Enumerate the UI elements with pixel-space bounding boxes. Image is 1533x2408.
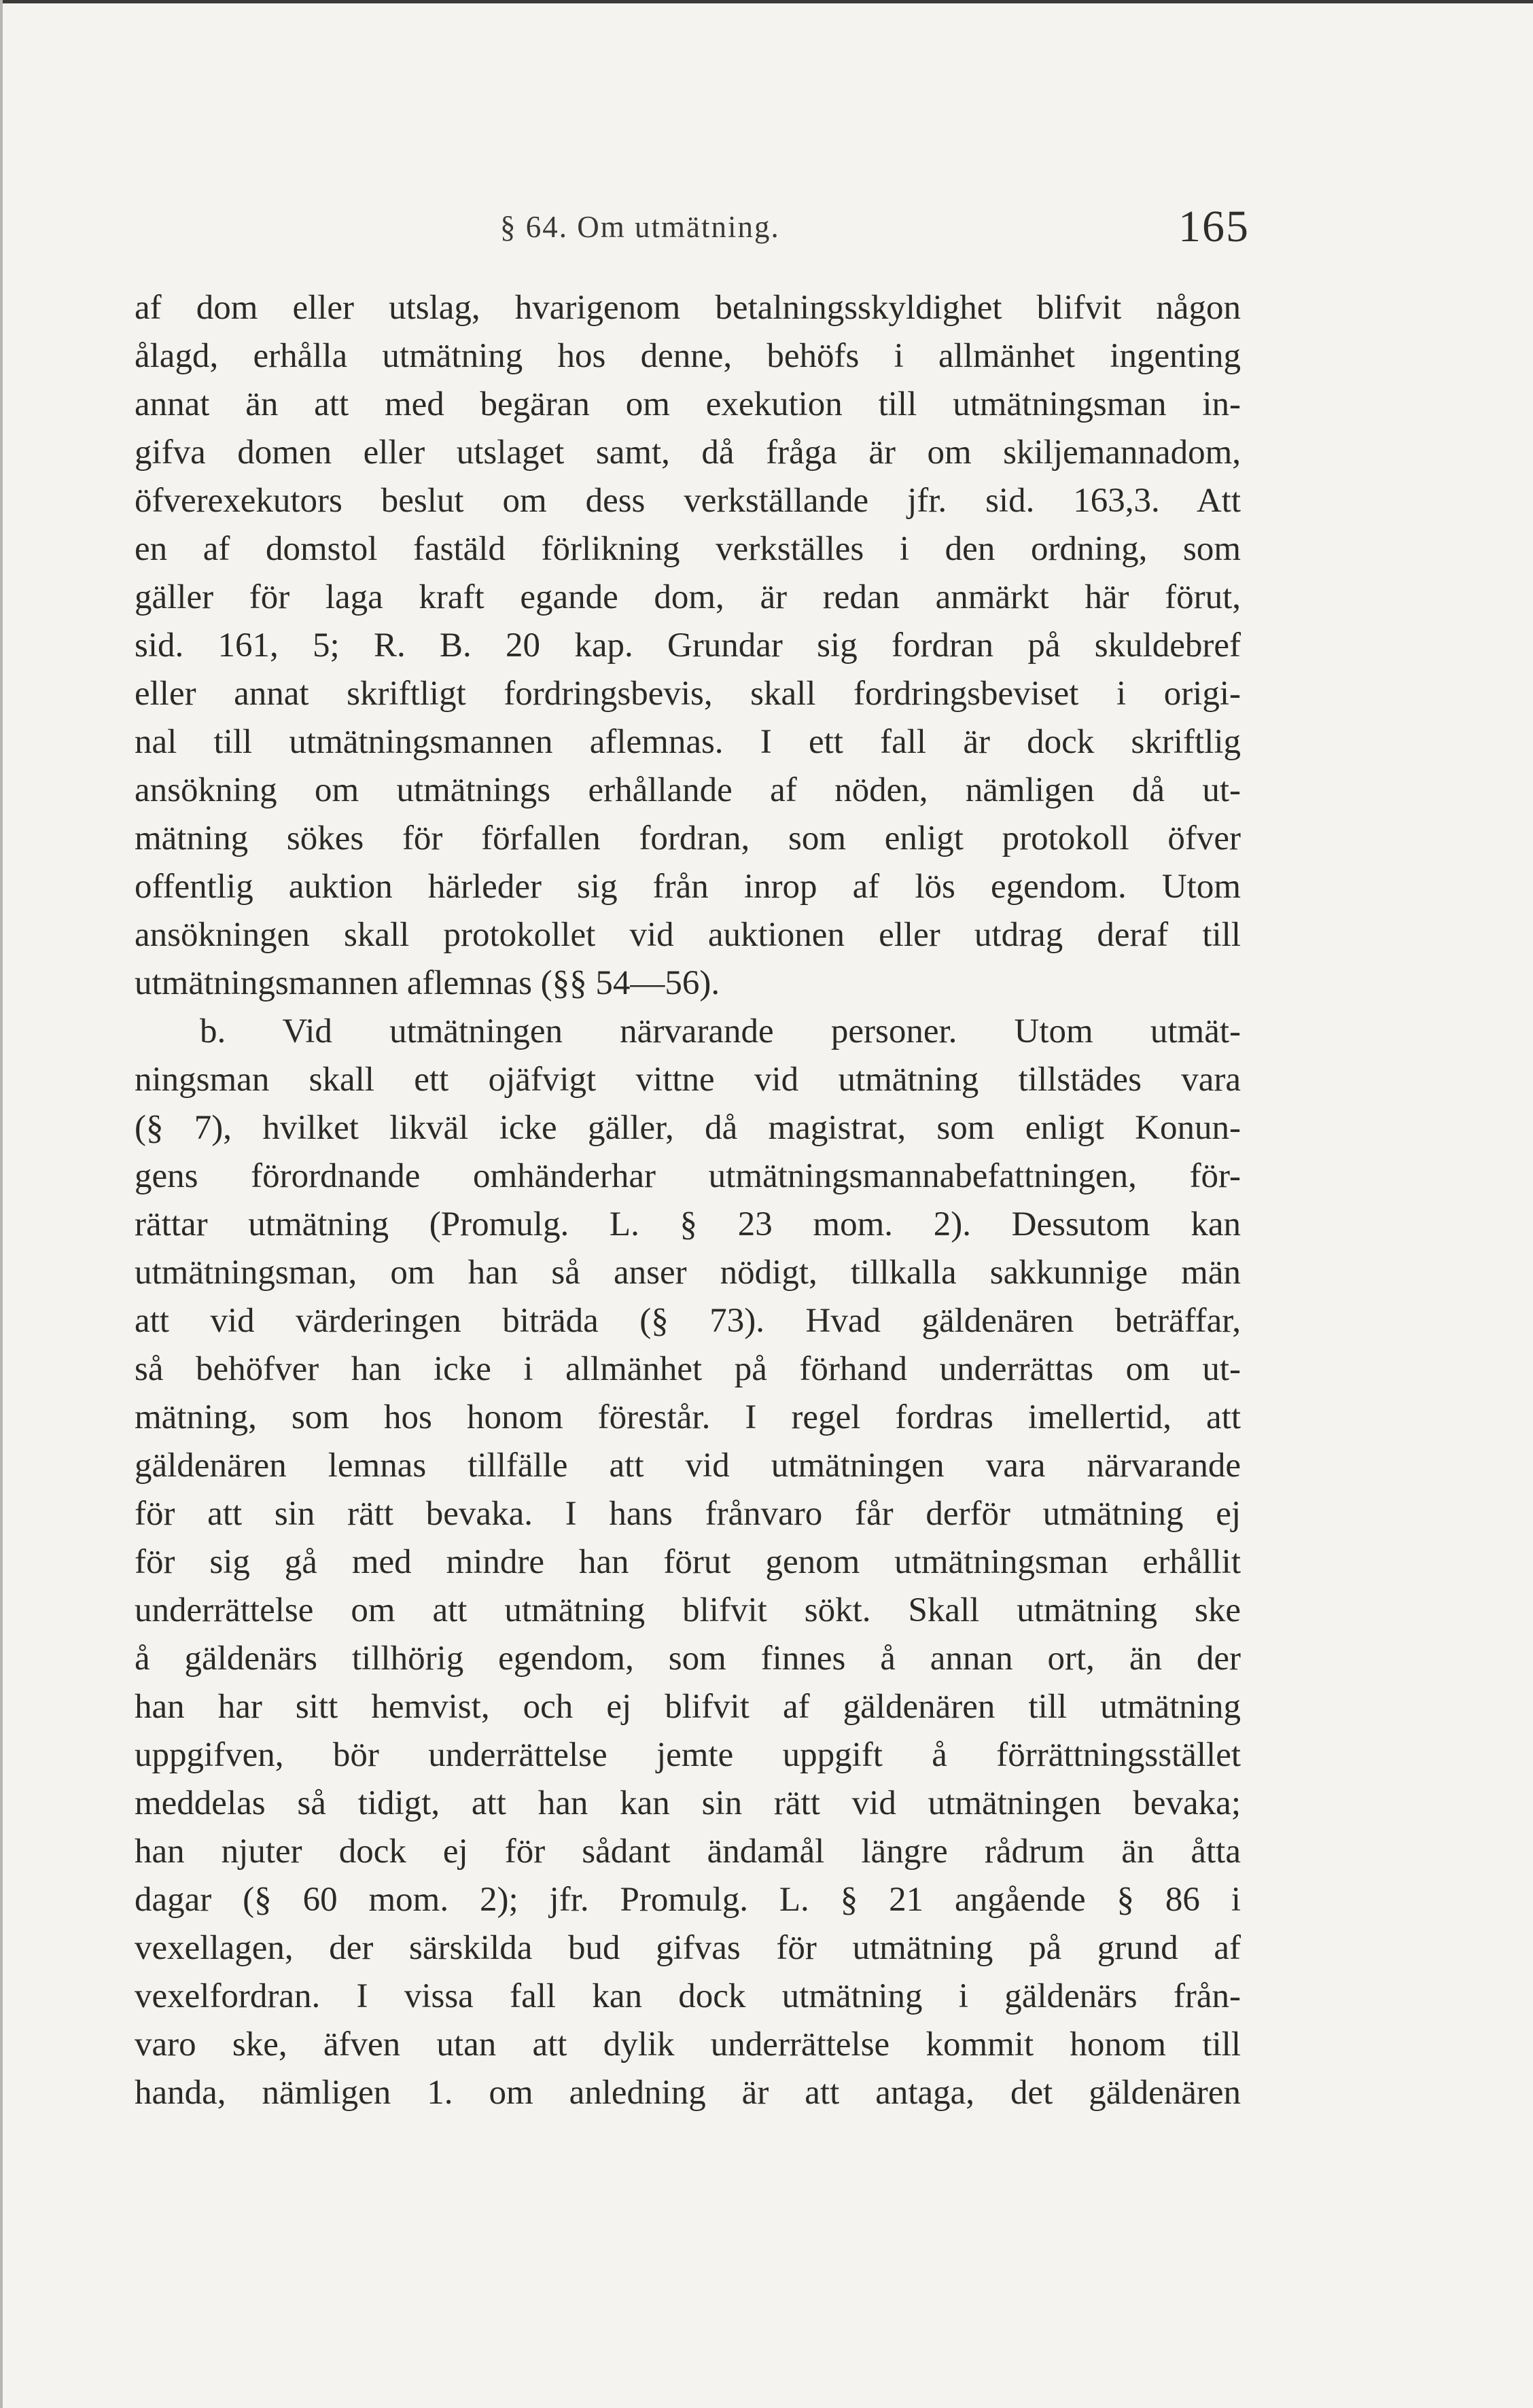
text-line: annat än att med begäran om exekution till utmätningsman in- (135, 385, 1241, 423)
text-line: vexellagen, der särskilda bud gifvas för utmätning på grund af (135, 1929, 1241, 1967)
running-head (0, 201, 1533, 255)
page-left-edge (0, 0, 3, 2408)
text-line: ningsman skall ett ojäfvigt vittne vid utmätning tillstädes vara (135, 1061, 1241, 1099)
section-title: § 64. Om utmätning. (500, 210, 780, 244)
text-line: mätning sökes för förfallen fordran, som enligt protokoll öfver (135, 819, 1241, 857)
text-line: mätning, som hos honom förestår. I regel fordras imellertid, att (135, 1398, 1241, 1436)
text-line: rättar utmätning (Promulg. L. § 23 mom. 2). Dessutom kan (135, 1205, 1241, 1243)
text-line: uppgifven, bör underrättelse jemte uppgift å förrättningsstället (135, 1736, 1241, 1774)
text-line: ansökningen skall protokollet vid auktionen eller utdrag deraf till (135, 916, 1241, 954)
text-line: eller annat skriftligt fordringsbevis, skall fordringsbeviset i origi- (135, 675, 1241, 713)
text-line: dagar (§ 60 mom. 2); jfr. Promulg. L. § 21 angående § 86 i (135, 1881, 1241, 1919)
text-line: sid. 161, 5; R. B. 20 kap. Grundar sig fordran på skuldebref (135, 626, 1241, 665)
body-text (135, 284, 1241, 2117)
text-line: offentlig auktion härleder sig från inrop af lös egendom. Utom (135, 868, 1241, 906)
paragraph-end-line: utmätningsmannen aflemnas (§§ 54—56). (135, 964, 720, 1002)
text-line: meddelas så tidigt, att han kan sin rätt vid utmätningen bevaka; (135, 1784, 1241, 1822)
text-line: å gäldenärs tillhörig egendom, som finnes å annan ort, än der (135, 1640, 1241, 1678)
text-line: underrättelse om att utmätning blifvit sökt. Skall utmätning ske (135, 1591, 1241, 1629)
text-line: öfverexekutors beslut om dess verkställande jfr. sid. 163,3. Att (135, 482, 1241, 520)
text-line: gäller för laga kraft egande dom, är redan anmärkt här förut, (135, 578, 1241, 616)
page-top-edge (0, 0, 1533, 3)
subsection-heading-line: b. Vid utmätningen närvarande personer. Utom utmät- (200, 1012, 1241, 1050)
text-line: gens förordnande omhänderhar utmätningsmannabefattningen, för- (135, 1157, 1241, 1195)
text-line: ålagd, erhålla utmätning hos denne, behöfs i allmänhet ingenting (135, 337, 1241, 375)
text-line: utmätningsman, om han så anser nödigt, tillkalla sakkunnige män (135, 1254, 1241, 1292)
text-line: för sig gå med mindre han förut genom utmätningsman erhållit (135, 1543, 1241, 1581)
text-line: gifva domen eller utslaget samt, då fråga är om skiljemannadom, (135, 433, 1241, 472)
text-line: vexelfordran. I vissa fall kan dock utmätning i gäldenärs från- (135, 1977, 1241, 2015)
text-line: så behöfver han icke i allmänhet på förhand underrättas om ut- (135, 1350, 1241, 1388)
text-line: af dom eller utslag, hvarigenom betalningsskyldighet blifvit någon (135, 289, 1241, 327)
text-line: nal till utmätningsmannen aflemnas. I ett fall är dock skriftlig (135, 723, 1241, 761)
text-line: han njuter dock ej för sådant ändamål längre rådrum än åtta (135, 1832, 1241, 1871)
text-line: att vid värderingen biträda (§ 73). Hvad gäldenären beträffar, (135, 1302, 1241, 1340)
text-line: handa, nämligen 1. om anledning är att antaga, det gäldenären (135, 2074, 1241, 2112)
text-line: ansökning om utmätnings erhållande af nöden, nämligen då ut- (135, 771, 1241, 809)
text-line: han har sitt hemvist, och ej blifvit af gäldenären till utmätning (135, 1688, 1241, 1726)
text-line: (§ 7), hvilket likväl icke gäller, då magistrat, som enligt Konun- (135, 1109, 1241, 1147)
text-line: gäldenären lemnas tillfälle att vid utmätningen vara närvarande (135, 1447, 1241, 1485)
text-line: för att sin rätt bevaka. I hans frånvaro får derför utmätning ej (135, 1495, 1241, 1533)
text-line: en af domstol fastäld förlikning verkställes i den ordning, som (135, 530, 1241, 568)
page-number: 165 (1178, 202, 1250, 251)
text-line: varo ske, äfven utan att dylik underrättelse kommit honom till (135, 2025, 1241, 2064)
